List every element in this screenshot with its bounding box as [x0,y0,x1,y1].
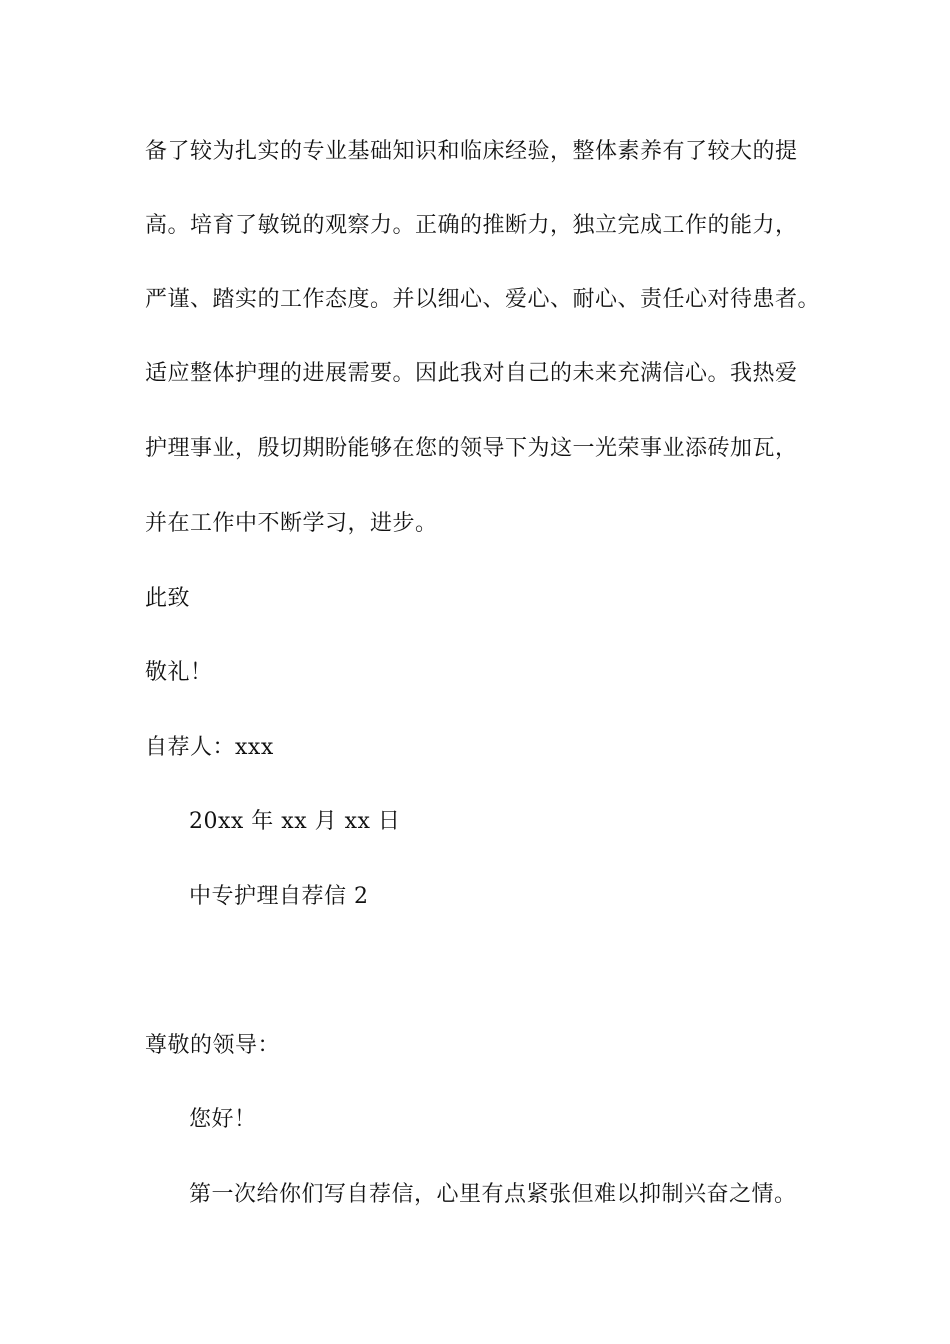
closing-regards: 敬礼！ [145,660,213,685]
paragraph-line: 并在工作中不断学习，进步。 [145,511,438,536]
opening-line: 第一次给你们写自荐信，心里有点紧张但难以抑制兴奋之情。 [189,1182,797,1207]
salutation: 尊敬的领导： [145,1033,281,1058]
paragraph-line: 严谨、踏实的工作态度。并以细心、爱心、耐心、责任心对待患者。 [145,287,821,312]
closing-line: 此致 [145,586,191,611]
signature-line: 自荐人：xxx [145,735,274,760]
paragraph-line: 护理事业，殷切期盼能够在您的领导下为这一光荣事业添砖加瓦， [145,436,798,461]
paragraph-line: 备了较为扎实的专业基础知识和临床经验，整体素养有了较大的提 [145,139,798,164]
greeting: 您好！ [189,1107,257,1132]
paragraph-line: 适应整体护理的进展需要。因此我对自己的未来充满信心。我热爱 [145,361,798,386]
paragraph-line: 高。培育了敏锐的观察力。正确的推断力，独立完成工作的能力， [145,213,798,238]
date-line: 20xx 年 xx 月 xx 日 [189,809,401,834]
section-title: 中专护理自荐信 2 [189,884,369,909]
